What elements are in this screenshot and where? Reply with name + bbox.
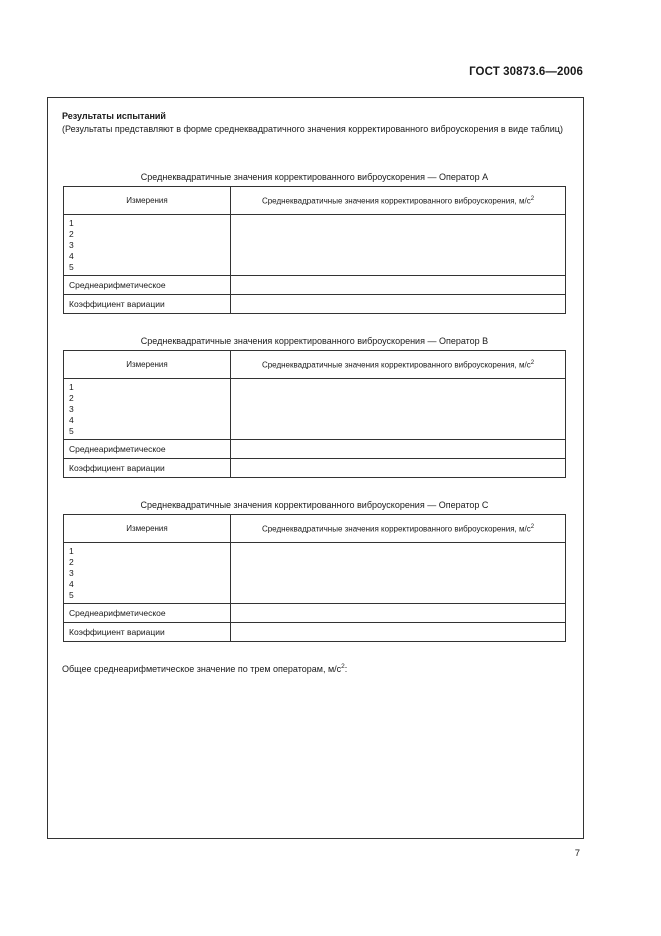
table-operator-b <box>63 350 566 478</box>
measurement-number: 5 <box>69 261 74 272</box>
measurement-number: 1 <box>69 545 74 556</box>
measurement-number: 2 <box>69 392 74 403</box>
measurement-number: 4 <box>69 578 74 589</box>
table-a-mean-label: Среднеарифметическое <box>64 276 231 295</box>
measurement-number: 2 <box>69 556 74 567</box>
measurement-number: 2 <box>69 228 74 239</box>
measurement-number: 4 <box>69 250 74 261</box>
table-c-measurement-numbers <box>64 543 231 604</box>
table-b-cv-label: Коэффициент вариации <box>64 459 231 478</box>
results-description: (Результаты представляют в форме среднеквадратичного значения корректированного виброускорения в виде таблиц) <box>62 124 563 134</box>
measurement-number: 5 <box>69 425 74 436</box>
table-b-caption: Среднеквадратичные значения корректированного виброускорения — Оператор В <box>140 336 489 346</box>
table-b-values-cell <box>231 379 566 440</box>
table-a-caption: Среднеквадратичные значения корректированного виброускорения — Оператор А <box>140 172 489 182</box>
table-b-measurement-numbers <box>64 379 231 440</box>
table-c-mean-label: Среднеарифметическое <box>64 604 231 623</box>
measurement-number: 3 <box>69 567 74 578</box>
measurement-number: 4 <box>69 414 74 425</box>
table-b-cv-value <box>231 459 566 478</box>
page-number: 7 <box>574 848 580 859</box>
table-b-mean-value <box>231 440 566 459</box>
measurement-number: 5 <box>69 589 74 600</box>
table-c-col-values-header: Среднеквадратичные значения корректированного виброускорения, $м/с^2$ <box>231 515 566 543</box>
table-b-col-measurements-header: Измерения <box>64 351 231 379</box>
table-operator-c <box>63 514 566 642</box>
measurement-number: 1 <box>69 217 74 228</box>
table-c-values-cell <box>231 543 566 604</box>
table-a-cv-label: Коэффициент вариации <box>64 295 231 314</box>
measurement-number: 3 <box>69 239 74 250</box>
table-a-mean-value <box>231 276 566 295</box>
measurement-number: 3 <box>69 403 74 414</box>
table-b-col-values-header: Среднеквадратичные значения корректированного виброускорения, $м/с^2$ <box>231 351 566 379</box>
table-c-caption: Среднеквадратичные значения корректированного виброускорения — Оператор С <box>140 500 489 510</box>
table-c-mean-value <box>231 604 566 623</box>
table-c-cv-value <box>231 623 566 642</box>
table-c-col-measurements-header: Измерения <box>64 515 231 543</box>
table-a-col-measurements-header: Измерения <box>64 187 231 215</box>
table-a-cv-value <box>231 295 566 314</box>
table-c-cv-label: Коэффициент вариации <box>64 623 231 642</box>
table-operator-a <box>63 186 566 314</box>
measurement-number: 1 <box>69 381 74 392</box>
standard-code: ГОСТ 30873.6—2006 <box>469 66 583 78</box>
overall-mean-label: Общее среднеарифметическое значение по трем операторам, $м/с^2$: <box>62 663 348 674</box>
table-b-mean-label: Среднеарифметическое <box>64 440 231 459</box>
table-a-values-cell <box>231 215 566 276</box>
table-a-measurement-numbers <box>64 215 231 276</box>
table-a-col-values-header: Среднеквадратичные значения корректированного виброускорения, $м/с^2$ <box>231 187 566 215</box>
results-title: Результаты испытаний <box>62 111 166 121</box>
